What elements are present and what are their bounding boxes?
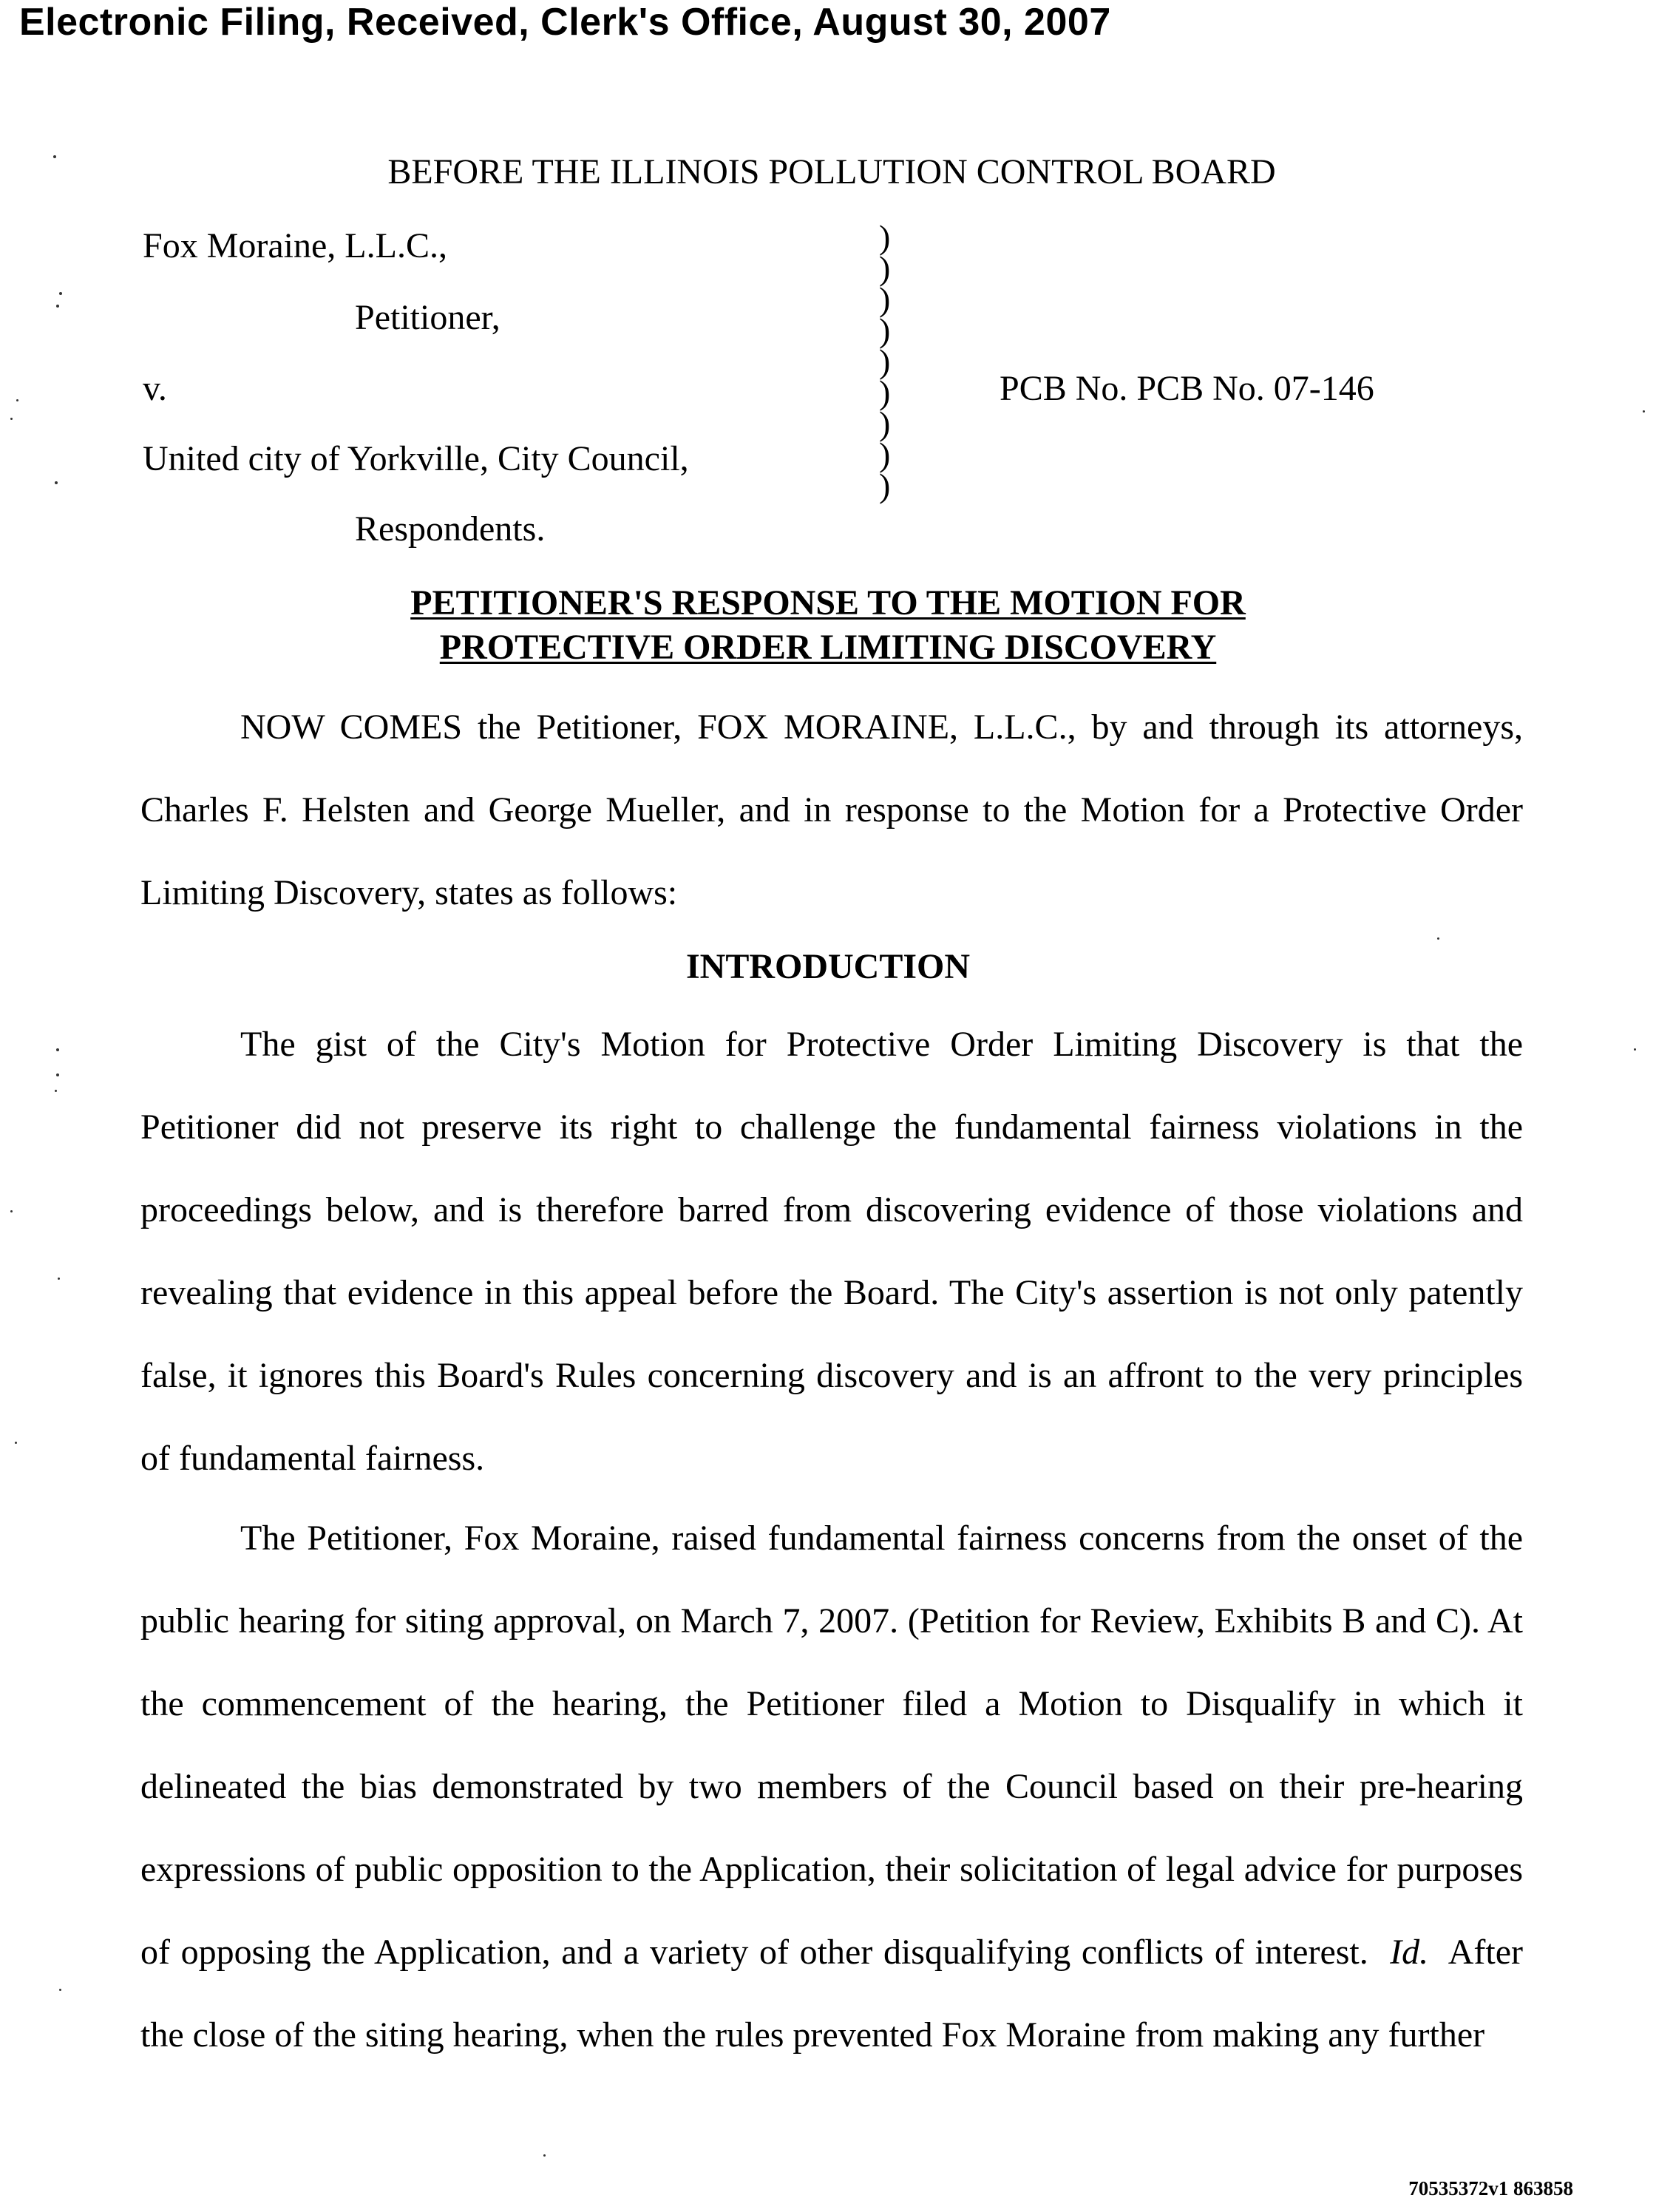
scan-speck [543, 2154, 546, 2157]
scan-speck [1643, 410, 1645, 413]
scan-speck [58, 1278, 60, 1280]
document-title-line-2: PROTECTIVE ORDER LIMITING DISCOVERY [439, 628, 1217, 667]
introduction-paragraph-2-text [140, 1497, 1523, 2077]
introduction-paragraph-1-text: The gist of the City's Motion for Protective Order Limiting Discovery is that the Petitioner did not preserve its right to challenge the fundamental fairness violations in the proceedings below, and is therefore barred from discovering evidence of those violations and revealing that evidence in this appeal before the Board. The City's assertion is not only patently false, it ignores this Board's Rules concerning discovery and is an affront to the very principles of fundamental fairness. [140, 1025, 1523, 1478]
respondent-name: United city of Yorkville, City Council, [143, 439, 689, 478]
opening-paragraph-text: NOW COMES the Petitioner, FOX MORAINE, L.L.C., by and through its attorneys, Charles F. Helsten and George Mueller, and in response to the Motion for a Protective Order Limiting Discovery, states as follows: [140, 708, 1523, 912]
scan-speck [55, 481, 58, 484]
case-number: PCB No. PCB No. 07-146 [1000, 369, 1374, 408]
opening-paragraph [140, 686, 1523, 934]
introduction-paragraph-2 [140, 1497, 1523, 2077]
petitioner-name: Fox Moraine, L.L.C., [143, 226, 447, 265]
filing-banner: Electronic Filing, Received, Clerk's Office, August 30, 2007 [19, 1, 1111, 44]
paragraph-2-part-1: The Petitioner, Fox Moraine, raised fundamental fairness concerns from the onset of the public hearing for siting approval, on March 7, 2007. (Petition for Review, Exhibits B and C). At the commencement of the hearing, the Petitioner filed a Motion to Disqualify in which it delineated the bias demonstrated by two members of the Council based on their pre-hearing expressions of public opposition to the Application, their solicitation of legal advice for purposes of opposing the Application, and a variety of other disqualifying conflicts of interest. [140, 1519, 1523, 1972]
respondent-role: Respondents. [355, 509, 546, 549]
scan-speck [15, 1442, 17, 1444]
section-heading: INTRODUCTION [685, 947, 971, 986]
scan-speck [56, 1073, 59, 1076]
scan-speck [16, 399, 18, 401]
scan-speck [1634, 1048, 1636, 1051]
scan-speck [55, 1090, 57, 1092]
scan-speck [53, 155, 56, 158]
document-id: 70535372v1 863858 [1408, 2177, 1573, 2199]
scan-speck [56, 1048, 59, 1051]
scan-speck [59, 292, 62, 295]
document-title-line-1: PETITIONER'S RESPONSE TO THE MOTION FOR [410, 583, 1246, 622]
paragraph-2-part-2: After the close of the siting hearing, when the rules prevented Fox Moraine from making any further [140, 1933, 1524, 2055]
scan-speck [56, 305, 59, 308]
court-name: BEFORE THE ILLINOIS POLLUTION CONTROL BOARD [387, 152, 1276, 191]
scan-speck [10, 1210, 13, 1212]
petitioner-role: Petitioner, [355, 298, 500, 337]
caption-parentheses: ) ) ) ) ) ) ) ) ) [879, 218, 891, 504]
introduction-paragraph-1 [140, 1003, 1523, 1500]
versus-label: v. [143, 369, 167, 408]
scan-speck [10, 418, 13, 420]
scan-speck [59, 1989, 61, 1991]
citation-id: Id. [1390, 1933, 1429, 1972]
scan-speck [1437, 937, 1439, 940]
